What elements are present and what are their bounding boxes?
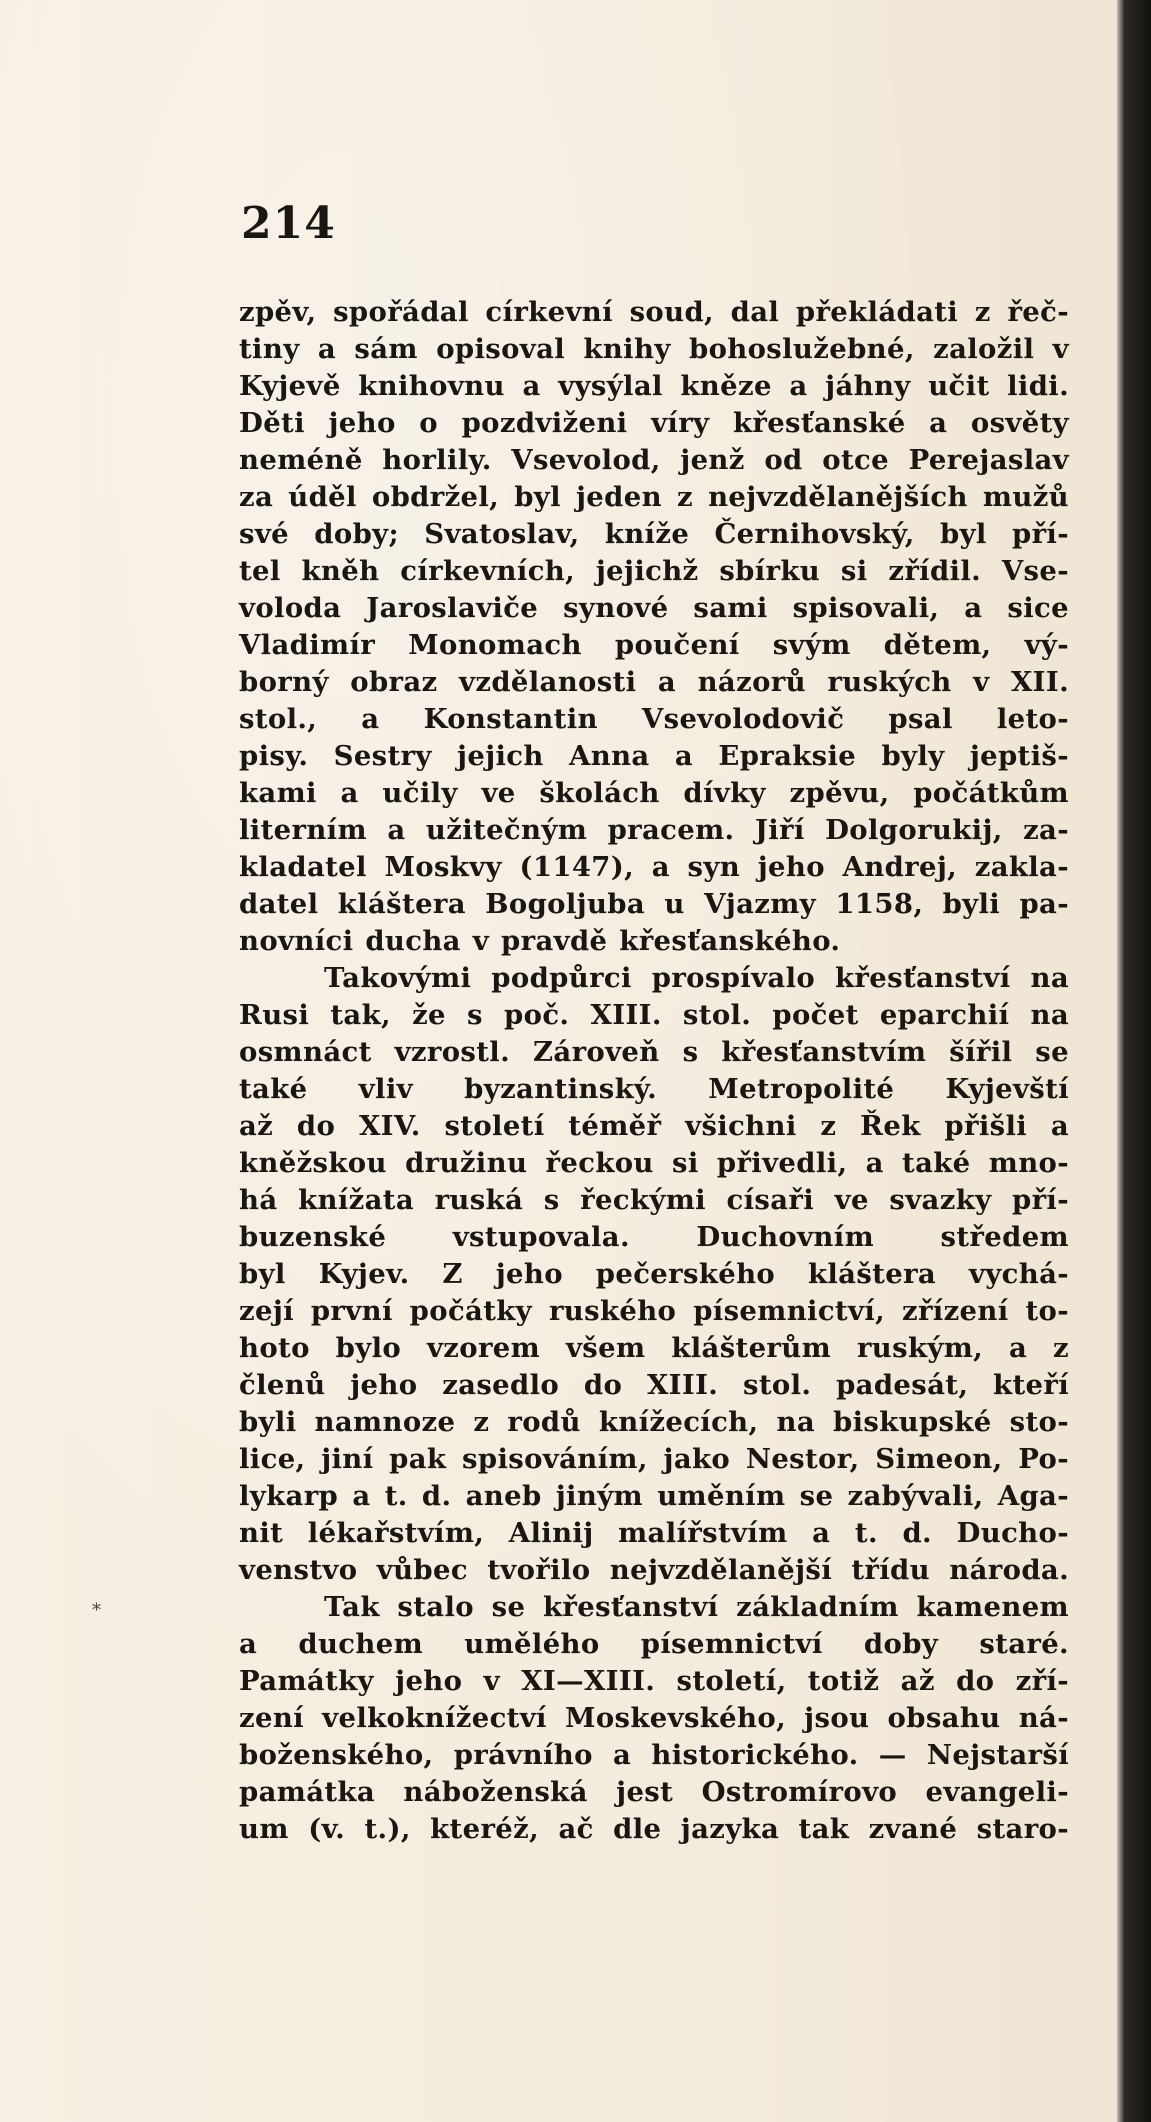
text-line: datel kláštera Bogoljuba u Vjazmy 1158, byli pa- [239, 888, 1069, 920]
text-line: Rusi tak, že s poč. XIII. stol. počet eparchií na [239, 999, 1069, 1031]
text-line: boženského, právního a historického. — Nejstarší [239, 1739, 1069, 1771]
text-line: Památky jeho v XI—XIII. století, totiž až do zří- [239, 1665, 1069, 1697]
text-line: literním a užitečným pracem. Jiří Dolgorukij, za- [239, 814, 1069, 846]
text-line: byl Kyjev. Z jeho pečerského kláštera vychá- [239, 1258, 1069, 1290]
text-line: své doby; Svatoslav, kníže Černihovský, byl pří- [239, 518, 1069, 550]
text-line: pisy. Sestry jejich Anna a Epraksie byly jeptiš- [239, 740, 1069, 772]
text-line: neméně horlily. Vsevolod, jenž od otce Perejaslav [239, 444, 1069, 476]
text-line: borný obraz vzdělanosti a názorů ruských v XII. [239, 666, 1069, 698]
text-line: tiny a sám opisoval knihy bohoslužebné, založil v [239, 333, 1069, 365]
text-line: tel kněh církevních, jejichž sbírku si zřídil. Vse- [239, 555, 1069, 587]
text-line: zpěv, spořádal církevní soud, dal překládati z řeč- [239, 296, 1069, 328]
text-line: kami a učily ve školách dívky zpěvu, počátkům [239, 777, 1069, 809]
text-line: Tak stalo se křesťanství základním kamenem [324, 1591, 1069, 1623]
text-line: nit lékařstvím, Alinij malířstvím a t. d. Ducho- [239, 1517, 1069, 1549]
page-edge-shadow [1117, 0, 1151, 2122]
page-number: 214 [241, 198, 336, 249]
text-line: a duchem umělého písemnictví doby staré. [239, 1628, 1069, 1660]
text-line: hoto bylo vzorem všem klášterům ruským, a z [239, 1332, 1069, 1364]
text-line: za úděl obdržel, byl jeden z nejvzdělanějších mužů [239, 481, 1069, 513]
text-line: až do XIV. století téměř všichni z Řek přišli a [239, 1110, 1069, 1142]
text-line: um (v. t.), kteréž, ač dle jazyka tak zvané staro- [239, 1813, 1069, 1845]
text-line: osmnáct vzrostl. Zároveň s křesťanstvím šířil se [239, 1036, 1069, 1068]
text-line: byli namnoze z rodů knížecích, na biskupské sto- [239, 1406, 1069, 1438]
text-line: kněžskou družinu řeckou si přivedli, a také mno- [239, 1147, 1069, 1179]
text-line: Takovými podpůrci prospívalo křesťanství na [324, 962, 1069, 994]
text-line: památka náboženská jest Ostromírovo evangeli- [239, 1776, 1069, 1808]
text-line: Kyjevě knihovnu a vysýlal kněze a jáhny učit lidi. [239, 370, 1069, 402]
text-line: buzenské vstupovala. Duchovním středem [239, 1221, 1069, 1253]
text-line: venstvo vůbec tvořilo nejvzdělanější třídu národa. [239, 1554, 1069, 1586]
text-line: Děti jeho o pozdviženi víry křesťanské a osvěty [239, 407, 1069, 439]
text-line: také vliv byzantinský. Metropolité Kyjevští [239, 1073, 1069, 1105]
text-line: zejí první počátky ruského písemnictví, zřízení to- [239, 1295, 1069, 1327]
body-text [239, 294, 1069, 1848]
text-line: stol., a Konstantin Vsevolodovič psal leto- [239, 703, 1069, 735]
text-line: Vladimír Monomach poučení svým dětem, vý- [239, 629, 1069, 661]
margin-mark: * [92, 1600, 101, 1621]
text-line: há knížata ruská s řeckými císaři ve svazky pří- [239, 1184, 1069, 1216]
text-line: zení velkoknížectví Moskevského, jsou obsahu ná- [239, 1702, 1069, 1734]
text-line: členů jeho zasedlo do XIII. stol. padesát, kteří [239, 1369, 1069, 1401]
text-line: voloda Jaroslaviče synové sami spisovali, a sice [239, 592, 1069, 624]
text-line: lice, jiní pak spisováním, jako Nestor, Simeon, Po- [239, 1443, 1069, 1475]
text-line: novníci ducha v pravdě křesťanského. [239, 925, 841, 957]
text-line: kladatel Moskvy (1147), a syn jeho Andrej, zakla- [239, 851, 1069, 883]
text-line: lykarp a t. d. aneb jiným uměním se zabývali, Aga- [239, 1480, 1069, 1512]
